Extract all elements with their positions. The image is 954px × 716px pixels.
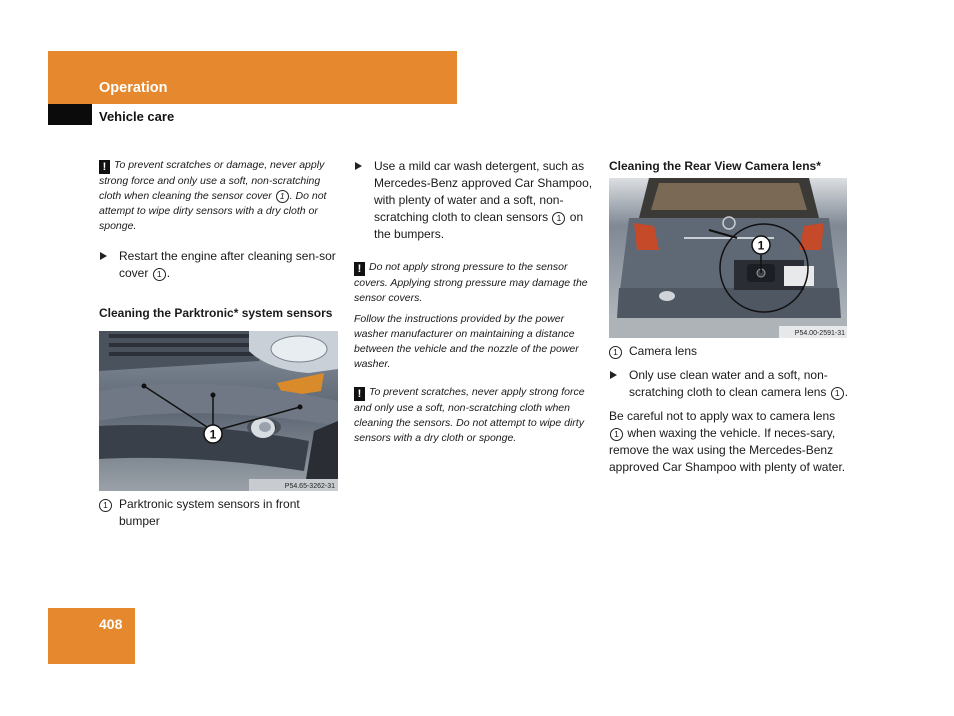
column-3 bbox=[609, 158, 849, 174]
instruction-bullet: Restart the engine after cleaning sen-sor cover 1 . bbox=[99, 248, 339, 282]
rear-camera-illustration bbox=[609, 178, 847, 338]
warning-note: ! To prevent scratches, never apply strong force and only use a soft, non-scratching cloth when cleaning the sensors. Do not attempt to wipe dirty sensors with a dry cloth or sponge. bbox=[354, 386, 585, 444]
callout-ref: 1 bbox=[153, 268, 166, 281]
callout-ref: 1 bbox=[610, 428, 623, 441]
instruction-bullet: Use a mild car wash detergent, such as Mercedes-Benz approved Car Shampoo, with plenty of water and a soft, non-scratching cloth to clean sensors 1 on the bumpers. bbox=[354, 158, 594, 243]
subsection-title: Vehicle care bbox=[99, 109, 175, 124]
callout-ref: 1 bbox=[99, 499, 112, 512]
warning-icon: ! bbox=[99, 160, 110, 174]
warning-icon: ! bbox=[354, 387, 365, 401]
svg-text:1: 1 bbox=[757, 238, 765, 253]
bullet-arrow-icon bbox=[610, 371, 617, 379]
callout-ref: 1 bbox=[609, 346, 622, 359]
section-marker bbox=[48, 104, 92, 125]
column-3-body bbox=[609, 343, 849, 476]
callout-ref: 1 bbox=[831, 387, 844, 400]
bumper-photo bbox=[99, 331, 338, 491]
page-number: 408 bbox=[99, 616, 123, 632]
figure-1-caption: 1 Parktronic system sensors in front bumper bbox=[99, 496, 339, 530]
figure-2-caption: 1 Camera lens bbox=[609, 343, 849, 360]
callout-ref: 1 bbox=[276, 190, 289, 203]
subheading: Cleaning the Rear View Camera lens* bbox=[609, 159, 821, 173]
power-washer-note: Follow the instructions provided by the power washer manufacturer on maintaining a distance between the vehicle and the nozzle of the power washer. bbox=[354, 313, 579, 370]
bullet-arrow-icon bbox=[100, 252, 107, 260]
instruction-bullet: Only use clean water and a soft, non-scratching cloth to clean camera lens 1 . bbox=[609, 367, 849, 401]
callout-ref: 1 bbox=[552, 212, 565, 225]
section-title: Operation bbox=[99, 80, 168, 96]
rear-camera-photo bbox=[609, 178, 847, 338]
figure-code: P54.00-2591-31 bbox=[794, 330, 845, 337]
warning-note: ! Do not apply strong pressure to the sensor covers. Applying strong pressure may damage the sensor covers. bbox=[354, 261, 588, 304]
subheading: Cleaning the Parktronic* system sensors bbox=[99, 306, 333, 320]
column-1 bbox=[99, 158, 339, 321]
bullet-arrow-icon bbox=[355, 162, 362, 170]
wax-note: Be careful not to apply wax to camera lens 1 when waxing the vehicle. If neces-sary, remove the wax using the Mercedes-Benz approved Car Shampoo with plenty of water. bbox=[609, 409, 846, 474]
bumper-illustration bbox=[99, 331, 338, 491]
warning-icon: ! bbox=[354, 262, 365, 276]
column-2 bbox=[354, 158, 594, 446]
figure-code: P54.65-3262-31 bbox=[284, 483, 335, 490]
svg-text:1: 1 bbox=[209, 427, 217, 442]
warning-note: ! To prevent scratches or damage, never apply strong force and only use a soft, non-scratching cloth when cleaning the sensor cover 1 . Do not attempt to wipe dirty sensors with a dry cloth or sponge. bbox=[99, 159, 327, 232]
header-bar bbox=[48, 51, 457, 104]
